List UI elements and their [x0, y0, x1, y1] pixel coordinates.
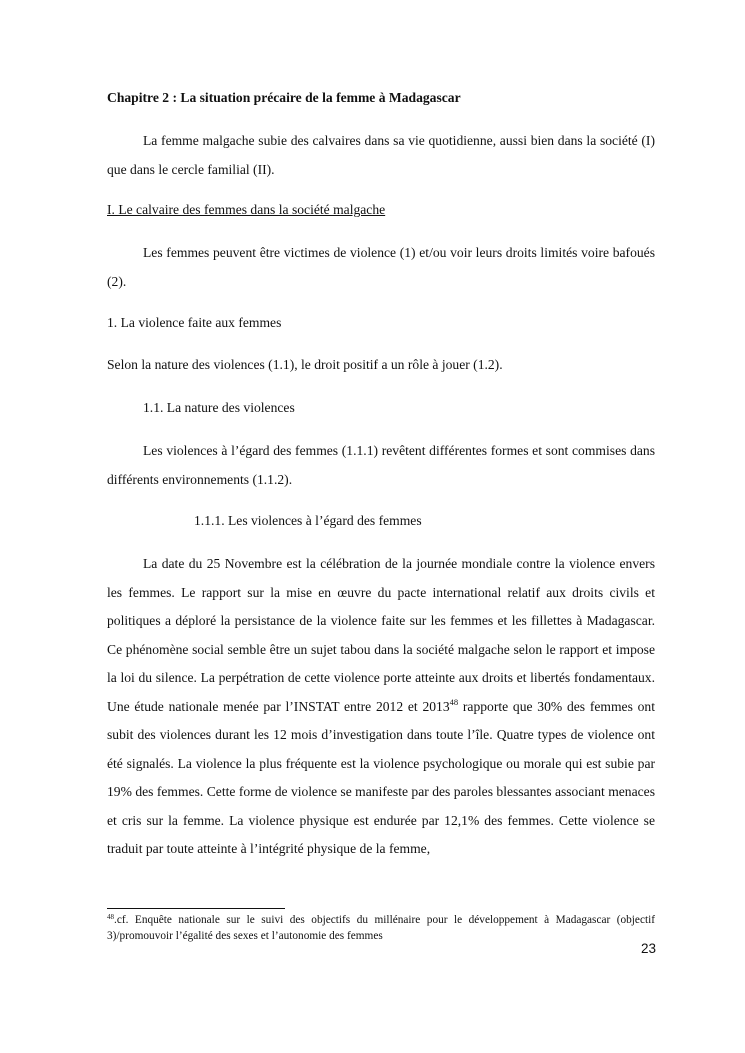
- body-paragraph: [107, 550, 655, 864]
- body-text-part-1: La date du 25 Novembre est la célébration de la journée mondiale contre la violence envers les femmes. Le rapport sur la mise en œuvre du pacte international relatif aux droits civils et politiques a déploré la persistance de la violence faite sur les femmes et les fillettes à Madagascar. Ce phénomène social semble être un sujet tabou dans la société malgache selon le rapport et impose la loi du silence. La perpétration de cette violence porte atteinte aux droits et libertés fondamentaux. Une étude nationale menée par l’INSTAT entre 2012 et 2013: [107, 556, 655, 714]
- footnote: [107, 912, 655, 944]
- footnote-text: .cf. Enquête nationale sur le suivi des objectifs du millénaire pour le développement à Madagascar (objectif 3)/promouvoir l’égalité des sexes et l’autonomie des femmes: [107, 914, 655, 942]
- body-text-part-2: rapporte que 30% des femmes ont subit des violences durant les 12 mois d’investigation dans toute l’île. Quatre types de violence ont été signalés. La violence la plus fréquente est la violence psychologique ou morale qui est subie par 19% des femmes. Cette forme de violence se manifeste par des paroles blessantes associant menaces et cris sur la femme. La violence physique est endurée par 12,1% des femmes. Cette violence se traduit par toute atteinte à l’intégrité physique de la femme,: [107, 698, 655, 856]
- section-I-intro-paragraph: Les femmes peuvent être victimes de violence (1) et/ou voir leurs droits limités voire bafoués (2).: [107, 245, 655, 289]
- footnote-separator: [107, 908, 285, 909]
- footnote-number: 48: [107, 913, 114, 921]
- footnote-reference-48[interactable]: 48: [449, 696, 459, 707]
- page-number: 23: [640, 941, 656, 956]
- subsection-heading-1: 1. La violence faite aux femmes: [107, 315, 282, 330]
- subsection-1-1-intro-paragraph: Les violences à l’égard des femmes (1.1.1) revêtent différentes formes et sont commises dans différents environnements (1.1.2).: [107, 443, 655, 487]
- chapter-intro-paragraph: La femme malgache subie des calvaires dans sa vie quotidienne, aussi bien dans la société (I) que dans le cercle familial (II).: [107, 133, 655, 177]
- subsection-heading-1-1: 1.1. La nature des violences: [143, 400, 295, 415]
- subsection-heading-1-1-1: 1.1.1. Les violences à l’égard des femmes: [194, 513, 422, 528]
- section-heading-I: I. Le calvaire des femmes dans la société malgache: [107, 202, 386, 217]
- chapter-title: Chapitre 2 : La situation précaire de la femme à Madagascar: [107, 90, 461, 105]
- subsection-1-intro: Selon la nature des violences (1.1), le droit positif a un rôle à jouer (1.2).: [107, 357, 503, 372]
